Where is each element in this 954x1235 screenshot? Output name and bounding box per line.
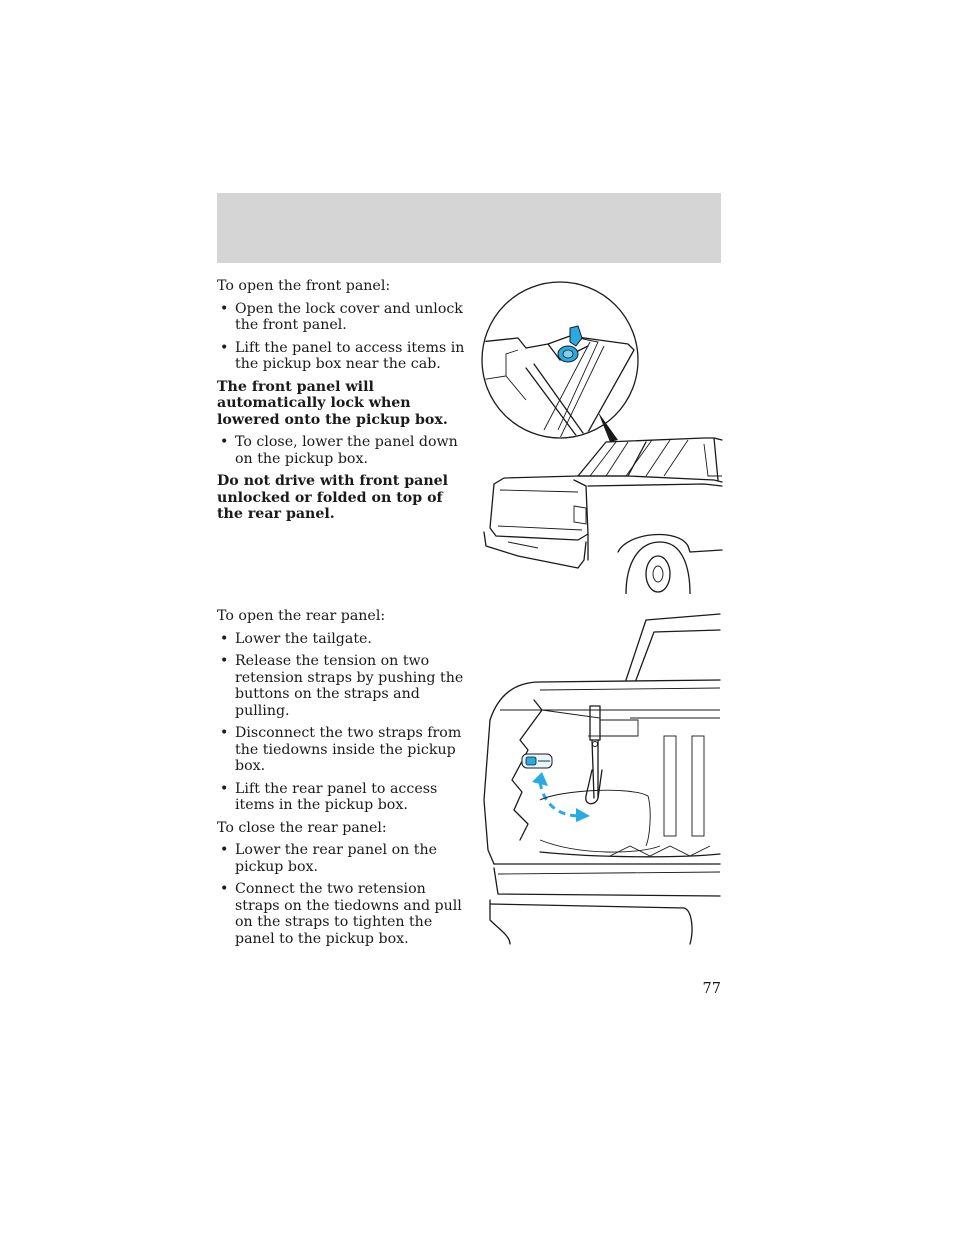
list-item: • Release the tension on two retension straps by pushing the buttons on the straps and pulling. [217,653,472,719]
list-item: • Lower the rear panel on the pickup box. [217,842,472,875]
list-item: • Disconnect the two straps from the tiedowns inside the pickup box. [217,725,472,775]
list-item: • To close, lower the panel down on the pickup box. [217,434,472,467]
front-panel-lock-note: The front panel will automatically lock when lowered onto the pickup box. [217,378,448,428]
front-panel-warning: Do not drive with front panel unlocked or folded on top of the rear panel. [217,473,449,522]
rear-panel-intro: To open the rear panel: [217,608,386,624]
list-item: • Open the lock cover and unlock the front panel. [217,301,472,334]
list-item: • Lift the rear panel to access items in the pickup box. [217,781,472,814]
page-number: 77 [702,981,721,997]
rear-panel-strap-illustration [480,610,724,950]
list-item: • Lower the tailgate. [217,631,472,648]
front-panel-close-steps [217,434,472,467]
rear-panel-open-steps [217,631,472,814]
front-panel-lock-illustration [478,280,724,594]
section-header-band [217,193,721,263]
front-panel-intro: To open the front panel: [217,278,391,294]
rear-panel-close-steps [217,842,472,947]
list-item: • Connect the two retension straps on the tiedowns and pull on the straps to tighten the panel to the pickup box. [217,881,472,947]
rear-panel-close-intro: To close the rear panel: [217,819,387,836]
rear-panel-instructions [217,608,472,953]
list-item: • Lift the panel to access items in the pickup box near the cab. [217,340,472,373]
front-panel-open-steps [217,301,472,373]
front-panel-instructions [217,278,472,529]
